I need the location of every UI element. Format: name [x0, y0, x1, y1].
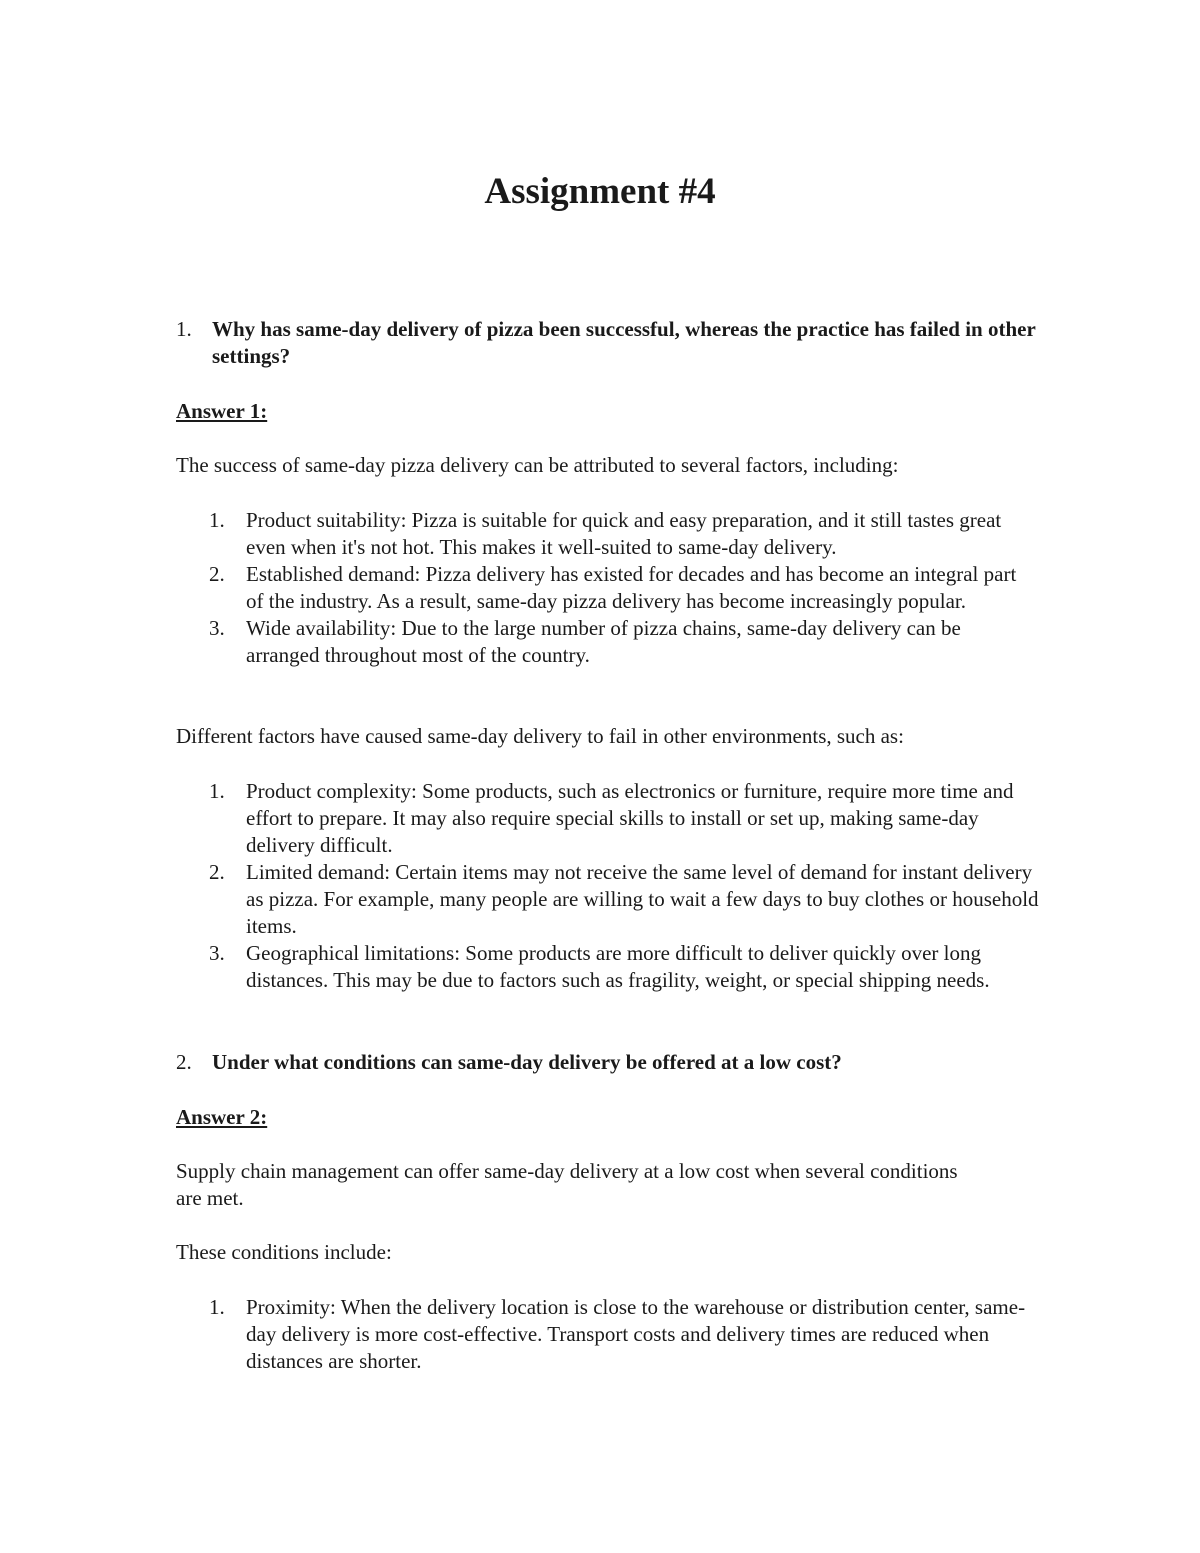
answer-1-label: Answer 1:	[176, 399, 268, 423]
conditions-intro: These conditions include:	[176, 1240, 392, 1264]
list-item: 1. Product suitability: Pizza is suitable for quick and easy preparation, and it still tastes great even when it's not hot. This makes it well-suited to same-day delivery.	[209, 508, 1002, 559]
list-item: 2. Limited demand: Certain items may not receive the same level of demand for instant delivery as pizza. For example, many people are willing to wait a few days to buy clothes or household items.	[209, 860, 1039, 938]
list-item: 3. Wide availability: Due to the large number of pizza chains, same-day delivery can be arranged throughout most of the country.	[209, 616, 961, 667]
question-1	[176, 316, 1036, 370]
conditions-list	[209, 1294, 1039, 1375]
list-item: 2. Established demand: Pizza delivery has existed for decades and has become an integral part of the industry. As a result, same-day pizza delivery has become increasingly popular.	[209, 562, 1017, 613]
answer-2-intro: Supply chain management can offer same-day delivery at a low cost when several conditions are met.	[176, 1159, 958, 1210]
success-factors-list	[209, 507, 1039, 669]
question-text: Under what conditions can same-day delivery be offered at a low cost?	[212, 1050, 842, 1074]
fail-intro: Different factors have caused same-day delivery to fail in other environments, such as:	[176, 724, 904, 748]
list-item: 1. Proximity: When the delivery location is close to the warehouse or distribution center, same-day delivery is more cost-effective. Transport costs and delivery times are reduced when distances are shorter.	[209, 1295, 1026, 1373]
fail-factors-list	[209, 778, 1039, 994]
list-item: 1. Product complexity: Some products, such as electronics or furniture, require more time and effort to prepare. It may also require special skills to install or set up, making same-day delivery difficult.	[209, 779, 1014, 857]
answer-1-intro: The success of same-day pizza delivery can be attributed to several factors, including:	[176, 453, 899, 477]
page-title: Assignment #4	[484, 171, 716, 212]
list-item: 3. Geographical limitations: Some products are more difficult to deliver quickly over long distances. This may be due to factors such as fragility, weight, or special shipping needs.	[209, 941, 990, 992]
question-number: 2.	[176, 1050, 192, 1074]
question-number: 1.	[176, 317, 192, 341]
answer-2-label: Answer 2:	[176, 1105, 268, 1129]
question-text: Why has same-day delivery of pizza been successful, whereas the practice has failed in other settings?	[212, 317, 1036, 368]
question-2	[176, 1049, 1036, 1076]
